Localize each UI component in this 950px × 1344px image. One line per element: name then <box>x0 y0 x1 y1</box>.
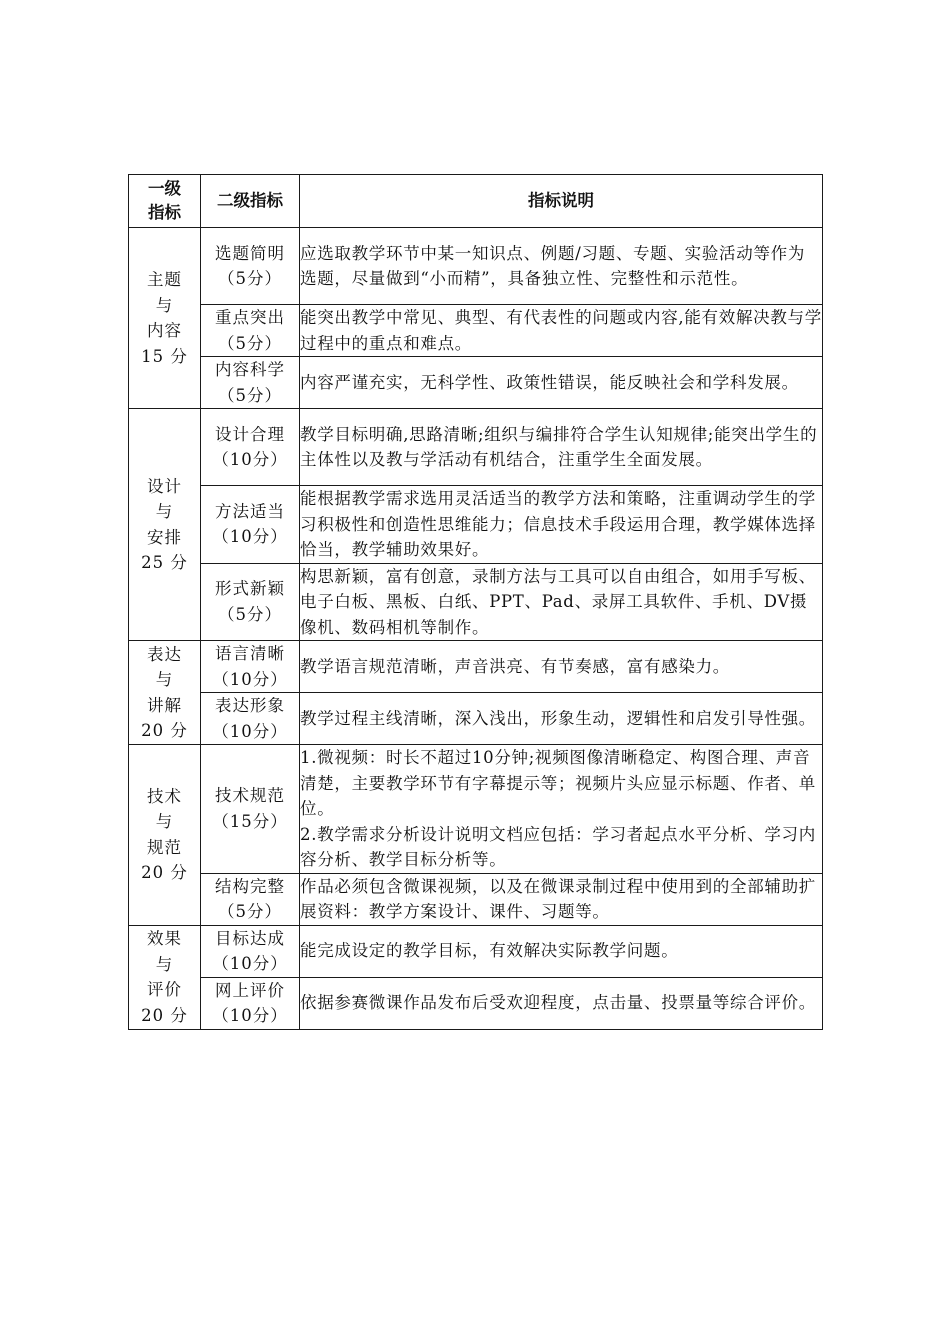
description-cell: 能根据教学需求选用灵活适当的教学方法和策略，注重调动学生的学习积极性和创造性思维能力；信息技术手段运用合理，教学媒体选择恰当，教学辅助效果好。 <box>300 486 823 564</box>
level2-cell <box>201 228 300 305</box>
level1-line: 主题 <box>147 270 182 289</box>
level2-score: （5分） <box>218 902 282 921</box>
table-row <box>129 357 823 409</box>
description-cell: 教学目标明确,思路清晰;组织与编排符合学生认知规律;能突出学生的主体性以及教与学活动有机结合，注重学生全面发展。 <box>300 409 823 486</box>
evaluation-criteria-table <box>128 174 823 1030</box>
level2-score: （15分） <box>212 811 288 831</box>
description-cell: 能突出教学中常见、典型、有代表性的问题或内容,能有效解决教与学过程中的重点和难点。 <box>300 305 823 357</box>
header-level1-line: 一级 <box>148 179 181 198</box>
description-cell: 依据参赛微课作品发布后受欢迎程度，点击量、投票量等综合评价。 <box>300 977 823 1029</box>
level2-score: （10分） <box>212 527 288 547</box>
level2-cell <box>201 486 300 564</box>
table-header-row <box>129 175 823 228</box>
level2-score: （10分） <box>212 1006 288 1025</box>
level1-line: 与 <box>155 812 174 832</box>
level2-cell <box>201 563 300 641</box>
level2-score: （5分） <box>218 269 282 288</box>
level1-line: 表达 <box>147 644 182 664</box>
level1-line: 与 <box>155 954 174 974</box>
level1-cell <box>129 641 201 745</box>
level2-cell <box>201 409 300 486</box>
description-cell: 应选取教学环节中某一知识点、例题/习题、专题、实验活动等作为选题，尽量做到“小而精”，具备独立性、完整性和示范性。 <box>300 228 823 305</box>
level2-name: 目标达成 <box>215 928 285 948</box>
table-row <box>129 641 823 693</box>
level2-name: 结构完整 <box>215 876 285 896</box>
level1-line: 与 <box>155 670 174 689</box>
level2-name: 技术规范 <box>215 786 285 806</box>
level1-line: 20 分 <box>141 721 188 740</box>
description-cell <box>300 745 823 874</box>
level1-cell <box>129 409 201 641</box>
table-row <box>129 305 823 357</box>
level1-line: 规范 <box>147 837 182 857</box>
level2-cell <box>201 977 300 1029</box>
level2-cell <box>201 745 300 874</box>
header-level1-line: 指标 <box>148 203 181 222</box>
description-cell: 作品必须包含微课视频，以及在微课录制过程中使用到的全部辅助扩展资料：教学方案设计、课件、习题等。 <box>300 873 823 925</box>
description-cell: 构思新颖，富有创意，录制方法与工具可以自由组合，如用手写板、电子白板、黑板、白纸、PPT、Pad、录屏工具软件、手机、DV摄像机、数码相机等制作。 <box>300 563 823 641</box>
table-row <box>129 873 823 925</box>
level1-line: 讲解 <box>147 695 182 715</box>
table-row <box>129 925 823 977</box>
level2-cell <box>201 693 300 745</box>
level2-score: （10分） <box>212 721 288 741</box>
level1-line: 20 分 <box>141 863 188 883</box>
level1-line: 25 分 <box>141 553 188 572</box>
level1-line: 技术 <box>147 786 182 806</box>
level1-line: 内容 <box>147 321 182 340</box>
level2-name: 重点突出 <box>215 308 285 327</box>
level2-cell <box>201 305 300 357</box>
level1-line: 设计 <box>147 476 182 496</box>
level1-line: 15 分 <box>141 346 188 366</box>
table-row <box>129 745 823 874</box>
level2-name: 内容科学 <box>215 360 285 379</box>
table-row <box>129 977 823 1029</box>
table-row <box>129 563 823 641</box>
level2-cell <box>201 925 300 977</box>
level2-cell <box>201 873 300 925</box>
level2-score: （10分） <box>212 954 288 973</box>
level1-cell <box>129 925 201 1029</box>
level1-cell <box>129 228 201 409</box>
level2-name: 表达形象 <box>215 696 285 715</box>
description-line: 1.微视频：时长不超过10分钟;视频图像清晰稳定、构图合理、声音清楚，主要教学环节有字幕提示等；视频片头应显示标题、作者、单位。 <box>300 748 816 818</box>
header-level2: 二级指标 <box>201 175 300 228</box>
level2-score: （5分） <box>218 604 282 624</box>
level1-line: 20 分 <box>141 1005 188 1025</box>
level2-name: 方法适当 <box>215 501 285 521</box>
description-cell: 能完成设定的教学目标，有效解决实际教学问题。 <box>300 925 823 977</box>
level2-name: 设计合理 <box>215 424 285 444</box>
level1-line: 与 <box>155 502 174 521</box>
description-cell: 教学过程主线清晰，深入浅出，形象生动，逻辑性和启发引导性强。 <box>300 693 823 745</box>
level2-score: （10分） <box>212 450 288 469</box>
level1-line: 评价 <box>147 980 182 999</box>
level2-score: （5分） <box>218 385 282 405</box>
header-description: 指标说明 <box>300 175 823 228</box>
table-row <box>129 693 823 745</box>
description-line: 2.教学需求分析设计说明文档应包括：学习者起点水平分析、学习内容分析、教学目标分析等。 <box>300 824 816 869</box>
table-row <box>129 228 823 305</box>
level2-name: 语言清晰 <box>215 644 285 663</box>
level2-name: 选题简明 <box>215 243 285 263</box>
level1-line: 效果 <box>147 929 182 948</box>
level1-line: 安排 <box>147 527 182 547</box>
table-row <box>129 486 823 564</box>
level2-cell <box>201 357 300 409</box>
level1-cell <box>129 745 201 926</box>
level2-score: （10分） <box>212 669 288 689</box>
level2-name: 网上评价 <box>215 980 285 1000</box>
table-row <box>129 409 823 486</box>
description-cell: 内容严谨充实，无科学性、政策性错误，能反映社会和学科发展。 <box>300 357 823 409</box>
level2-cell <box>201 641 300 693</box>
description-cell: 教学语言规范清晰，声音洪亮、有节奏感，富有感染力。 <box>300 641 823 693</box>
level2-name: 形式新颖 <box>215 579 285 599</box>
level1-line: 与 <box>155 295 174 315</box>
header-level1 <box>129 175 201 228</box>
level2-score: （5分） <box>218 333 282 353</box>
